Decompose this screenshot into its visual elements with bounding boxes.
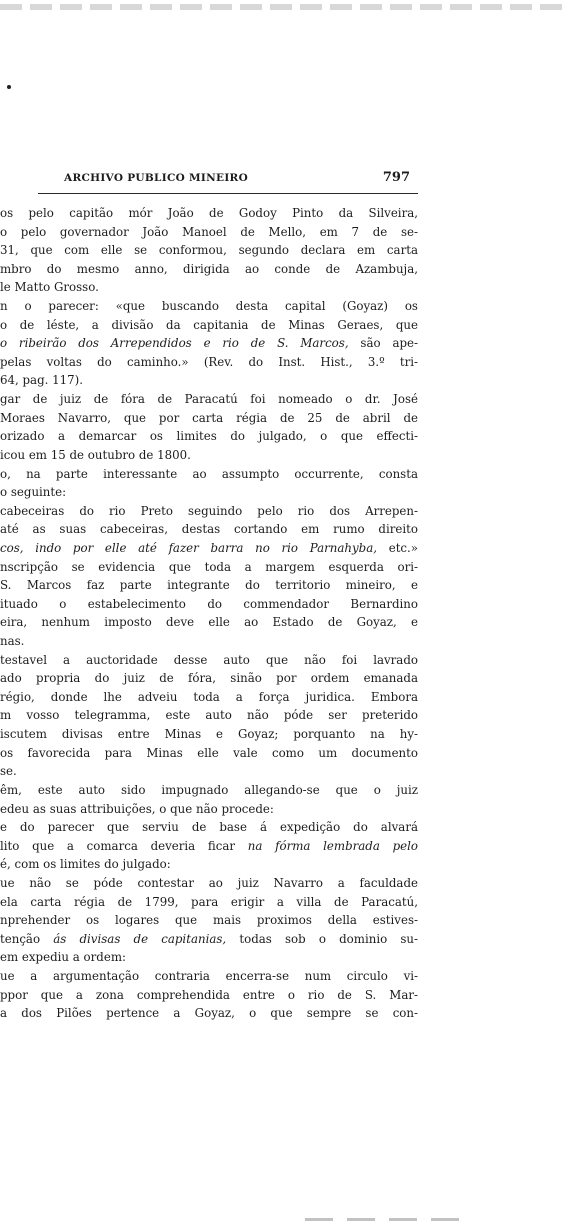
line-text: mbro do mesmo anno, dirigida ao conde de Azambuja, <box>0 261 418 276</box>
line-text: ppor que a zona comprehendida entre o rio de S. Mar- <box>0 987 418 1002</box>
text-line <box>0 967 418 986</box>
text-line <box>0 1004 418 1023</box>
text-line <box>0 297 418 316</box>
text-line <box>0 874 418 893</box>
line-text: ela carta régia de 1799, para erigir a villa de Paracatú, <box>0 894 418 909</box>
text-line <box>0 688 418 707</box>
line-text: os pelo capitão mór João de Godoy Pinto da Silveira, <box>0 206 418 220</box>
line-text: iscutem divisas entre Minas e Goyaz; porquanto na hy- <box>0 727 418 742</box>
scan-speck <box>7 85 11 89</box>
line-text: cabeceiras do rio Preto seguindo pelo rio dos Arrepen- <box>0 503 418 518</box>
text-line <box>0 800 418 819</box>
text-line <box>0 613 418 632</box>
line-text: testavel a auctoridade desse auto que não foi lavrado <box>0 652 418 667</box>
text-line <box>0 390 418 409</box>
text-line <box>0 316 418 335</box>
line-text: le Matto Grosso. <box>0 280 99 295</box>
text-line <box>0 223 418 242</box>
line-text: 31, que com elle se conformou, segundo declara em carta <box>0 243 418 258</box>
italic-text: ás divisas de capitanias, <box>53 931 227 946</box>
line-text: S. Marcos faz parte integrante do territorio mineiro, e <box>0 578 418 593</box>
text-line <box>0 781 418 800</box>
line-text: é, com os limites do julgado: <box>0 857 171 872</box>
italic-text: cos, indo por elle até fazer barra no rio Parnahyba, <box>0 540 378 555</box>
text-line <box>0 986 418 1005</box>
text-line <box>0 576 418 595</box>
text-line <box>0 502 418 521</box>
text-line <box>0 446 418 465</box>
line-text: ituado o estabelecimento do commendador Bernardino <box>0 596 418 611</box>
text-line <box>0 353 418 372</box>
text-line <box>0 855 418 874</box>
line-text: êm, este auto sido impugnado allegando-se que o juiz <box>0 782 418 797</box>
line-text: m vosso telegramma, este auto não póde ser preterido <box>0 708 418 723</box>
text-line <box>0 465 418 484</box>
line-text: icou em 15 de outubro de 1800. <box>0 447 191 462</box>
line-text: todas sob o dominio su- <box>226 931 418 946</box>
text-line <box>0 241 418 260</box>
line-text: se. <box>0 764 17 779</box>
line-text: 64, pag. 117). <box>0 373 84 388</box>
text-line <box>0 520 418 539</box>
line-text: lito que a comarca deveria ficar <box>0 838 248 853</box>
text-line <box>0 706 418 725</box>
line-text: os favorecida para Minas elle vale como um documento <box>0 745 418 760</box>
text-line <box>0 539 418 558</box>
running-head <box>64 170 410 190</box>
text-line <box>0 818 418 837</box>
running-head-title: ARCHIVO PUBLICO MINEIRO <box>64 172 249 184</box>
text-line <box>0 483 418 502</box>
line-text: ue não se póde contestar ao juiz Navarro a faculdade <box>0 875 418 890</box>
text-line <box>0 204 418 223</box>
line-text: eira, nenhum imposto deve elle ao Estado de Goyaz, e <box>0 615 418 630</box>
text-line <box>0 911 418 930</box>
line-text: nprehender os logares que mais proximos della estives- <box>0 913 418 928</box>
text-line <box>0 669 418 688</box>
text-line <box>0 744 418 763</box>
header-rule <box>38 193 418 194</box>
line-text: nscripção se evidencia que toda a margem esquerda ori- <box>0 559 418 574</box>
text-line <box>0 837 418 856</box>
line-text: o seguinte: <box>0 485 67 500</box>
line-text: edeu as suas attribuições, o que não procede: <box>0 801 274 816</box>
italic-text: na fórma lembrada pelo <box>247 838 418 853</box>
line-text: tenção <box>0 931 54 946</box>
text-line <box>0 278 418 297</box>
text-line <box>0 595 418 614</box>
scan-top-edge <box>0 4 568 10</box>
text-line <box>0 893 418 912</box>
line-text: o, na parte interessante ao assumpto occurrente, consta <box>0 466 418 481</box>
line-text: são ape- <box>348 336 418 351</box>
text-line <box>0 558 418 577</box>
line-text: nas. <box>0 634 25 649</box>
line-text: régio, donde lhe adveiu toda a força juridica. Embora <box>0 689 418 704</box>
line-text: gar de juiz de fóra de Paracatú foi nomeado o dr. José <box>0 392 418 407</box>
text-line <box>0 651 418 670</box>
text-line <box>0 930 418 949</box>
line-text: em expediu a ordem: <box>0 950 126 965</box>
line-text: o pelo governador João Manoel de Mello, em 7 de se- <box>0 224 418 239</box>
text-line <box>0 762 418 781</box>
body-text <box>0 204 418 1023</box>
page-number: 797 <box>382 170 410 185</box>
line-text: até as suas cabeceiras, destas cortando em rumo direito <box>0 522 418 537</box>
line-text: a dos Pilões pertence a Goyaz, o que sempre se con- <box>0 1006 418 1021</box>
text-line <box>0 371 418 390</box>
line-text: o de léste, a divisão da capitania de Minas Geraes, que <box>0 317 418 332</box>
text-line <box>0 632 418 651</box>
line-text: ue a argumentação contraria encerra-se num circulo vi- <box>0 968 418 983</box>
text-line <box>0 948 418 967</box>
text-line <box>0 334 418 353</box>
line-text: orizado a demarcar os limites do julgado, o que effecti- <box>0 429 418 444</box>
line-text: ado propria do juiz de fóra, sinão por ordem emanada <box>0 671 418 686</box>
scan-bottom-edge <box>305 1218 465 1221</box>
line-text: e do parecer que serviu de base á expedição do alvará <box>0 820 418 835</box>
italic-text: o ribeirão dos Arrependidos e rio de S. Marcos, <box>0 336 349 351</box>
text-line <box>0 427 418 446</box>
text-line <box>0 260 418 279</box>
line-text: pelas voltas do caminho.» (Rev. do Inst. Hist., 3.º tri- <box>0 354 418 369</box>
line-text: etc.» <box>377 540 418 555</box>
text-line <box>0 725 418 744</box>
text-line <box>0 409 418 428</box>
line-text: n o parecer: «que buscando desta capital (Goyaz) os <box>0 299 418 314</box>
line-text: Moraes Navarro, que por carta régia de 25 de abril de <box>0 410 418 425</box>
